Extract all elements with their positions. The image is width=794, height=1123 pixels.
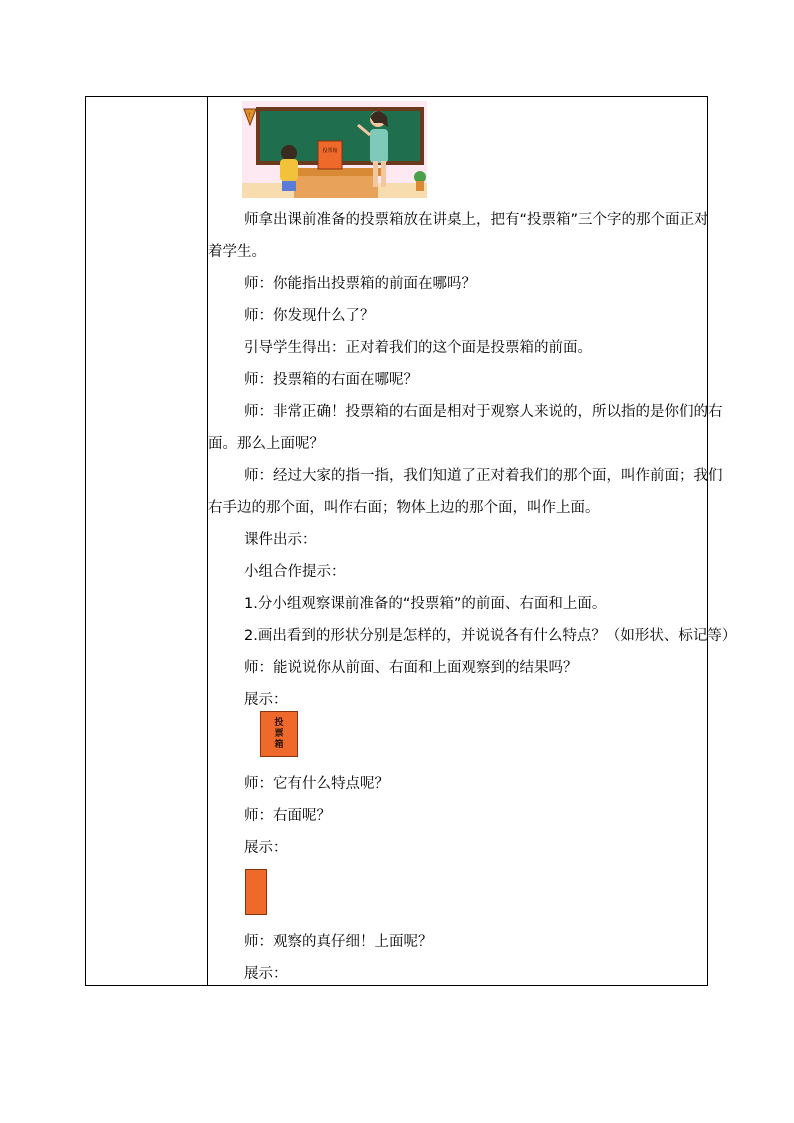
ballot-box-label: 投票箱 xyxy=(322,148,338,154)
paragraph-line-18: 师：右面呢？ xyxy=(244,808,331,824)
paragraph-line-6: 师：投票箱的右面在哪呢？ xyxy=(244,372,418,388)
paragraph-line-7: 师：非常正确！投票箱的右面是相对于观察人来说的，所以指的是你们的右 xyxy=(244,404,723,420)
svg-text:!: ! xyxy=(248,112,251,119)
front-view-label-1: 投 xyxy=(274,718,284,728)
paragraph-line-3: 师：你能指出投票箱的前面在哪吗？ xyxy=(244,276,476,292)
classroom-drawing xyxy=(242,101,427,198)
paragraph-line-10: 右手边的那个面，叫作右面；物体上边的那个面，叫作上面。 xyxy=(208,500,600,516)
paragraph-line-4: 师：你发现什么了？ xyxy=(244,308,375,324)
paragraph-line-21: 展示： xyxy=(244,966,288,982)
paragraph-line-9: 师：经过大家的指一指，我们知道了正对着我们的那个面，叫作前面；我们 xyxy=(244,468,723,484)
paragraph-line-11: 课件出示： xyxy=(244,532,317,548)
paragraph-line-20: 师：观察的真仔细！上面呢？ xyxy=(244,934,433,950)
right-view-box xyxy=(245,869,267,915)
paragraph-line-5: 引导学生得出：正对着我们的这个面是投票箱的前面。 xyxy=(244,340,592,356)
paragraph-line-13: 1.分小组观察课前准备的“投票箱”的前面、右面和上面。 xyxy=(244,596,607,612)
front-view-label-2: 票 xyxy=(274,729,284,739)
front-view-label-3: 箱 xyxy=(274,740,284,750)
paragraph-line-17: 师：它有什么特点呢？ xyxy=(244,776,389,792)
paragraph-line-15: 师：能说说你从前面、右面和上面观察到的结果吗？ xyxy=(244,660,578,676)
paragraph-line-2: 着学生。 xyxy=(208,244,266,260)
paragraph-line-19: 展示： xyxy=(244,840,288,856)
classroom-illustration xyxy=(242,101,427,198)
paragraph-line-14: 2.画出看到的形状分别是怎样的，并说说各有什么特点？（如形状、标记等） xyxy=(244,628,737,644)
paragraph-line-12: 小组合作提示： xyxy=(244,564,346,580)
column-divider xyxy=(207,97,208,985)
paragraph-line-16: 展示： xyxy=(244,692,288,708)
paragraph-line-8: 面。那么上面呢？ xyxy=(208,436,324,452)
paragraph-line-1: 师拿出课前准备的投票箱放在讲桌上，把有“投票箱”三个字的那个面正对 xyxy=(244,212,709,228)
front-view-box xyxy=(260,711,298,757)
lesson-table xyxy=(85,96,737,986)
